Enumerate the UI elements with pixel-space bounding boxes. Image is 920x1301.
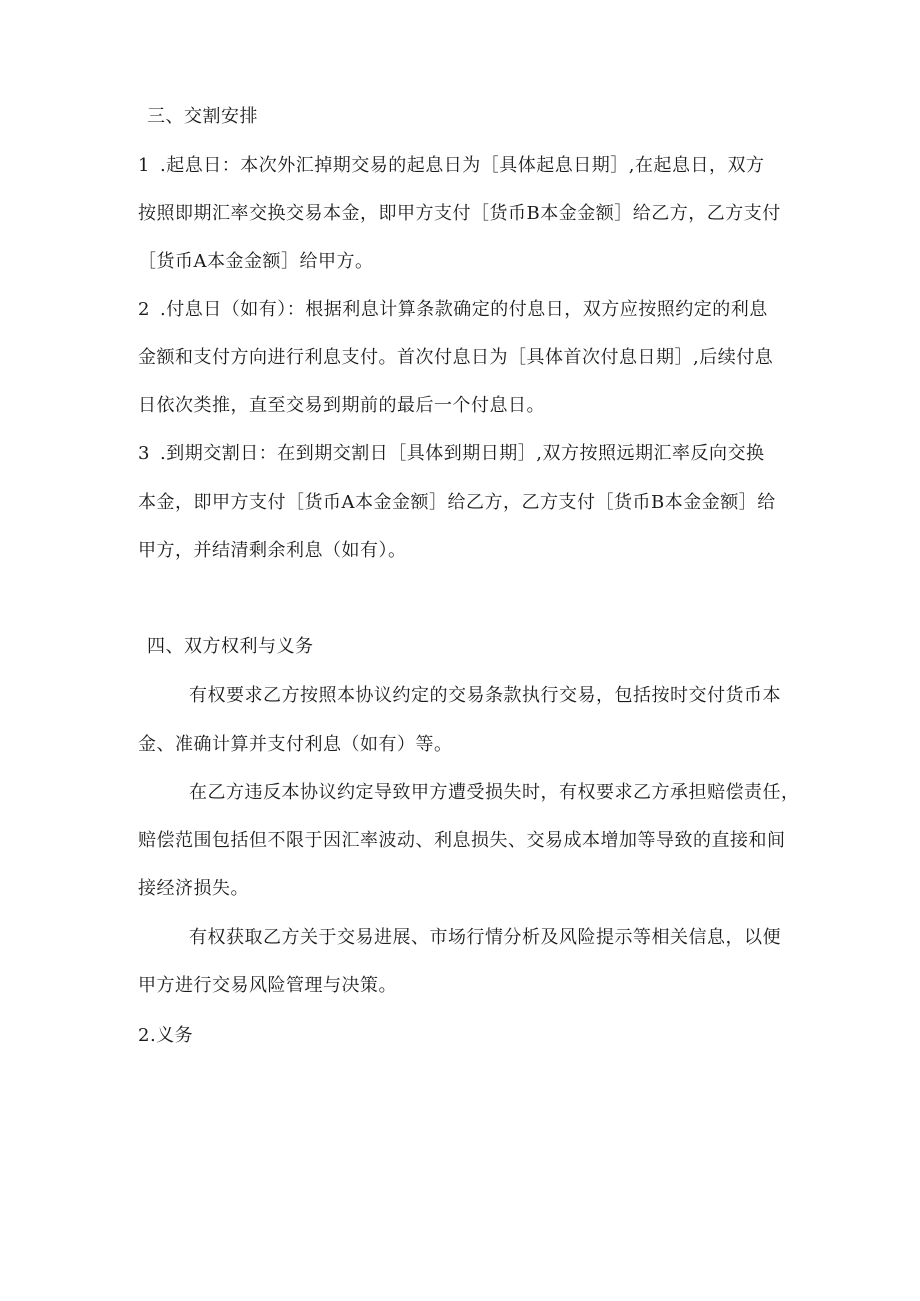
item-3-number: 3 [138,443,150,464]
item-2-line-1: 2 .付息日（如有）：根据利息计算条款确定的付息日，双方应按照约定的利息 [138,297,768,323]
item-1-line-3: ［货币A本金金额］给甲方。 [138,251,374,272]
section-4-heading: 四、双方权利与义务 [147,636,314,657]
para-2-line-1: 在乙方违反本协议约定导致甲方遭受损失时，有权要求乙方承担赔偿责任， [189,782,800,803]
item-1-line-1: 1 .起息日：本次外汇掉期交易的起息日为［具体起息日期］,在起息日，双方 [138,153,764,179]
item-1-line-2: 按照即期汇率交换交易本金，即甲方支付［货币B本金金额］给乙方，乙方支付 [138,203,781,224]
item-1-number: 1 [138,155,150,176]
item-3-line-3: 甲方，并结清剩余利息（如有）。 [138,540,407,561]
para-3-line-1: 有权获取乙方关于交易进展、市场行情分析及风险提示等相关信息，以便 [189,927,781,948]
para-1-line-1: 有权要求乙方按照本协议约定的交易条款执行交易，包括按时交付货币本 [189,685,781,706]
section-3-heading: 三、交割安排 [147,106,258,127]
para-3-line-2: 甲方进行交易风险管理与决策。 [138,975,397,996]
para-2-line-2: 赔偿范围包括但不限于因汇率波动、利息损失、交易成本增加等导致的直接和间 [138,830,786,851]
para-2-line-3: 接经济损失。 [138,878,249,899]
obligations-subheading: 2.义务 [138,1025,194,1046]
para-1-line-2: 金、准确计算并支付利息（如有）等。 [138,734,453,755]
item-3-line-1: 3 .到期交割日：在到期交割日［具体到期日期］,双方按照远期汇率反向交换 [138,441,764,467]
item-2-line-3: 日依次类推，直至交易到期前的最后一个付息日。 [138,395,545,416]
item-2-number: 2 [138,299,150,320]
item-2-line-2: 金额和支付方向进行利息支付。首次付息日为［具体首次付息日期］,后续付息 [138,347,774,368]
item-3-line-2: 本金，即甲方支付［货币A本金金额］给乙方，乙方支付［货币B本金金额］给 [138,492,776,513]
